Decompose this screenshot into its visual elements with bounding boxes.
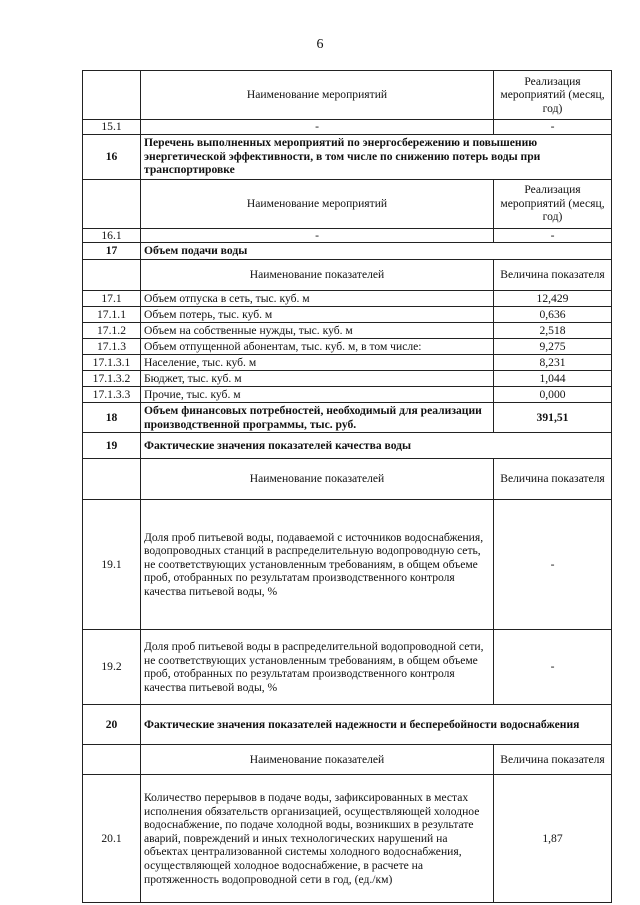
- column-header: Реализация мероприятий (месяц, год): [494, 179, 612, 228]
- indicator-name: Объем потерь, тыс. куб. м: [141, 307, 494, 323]
- table-row: [83, 291, 612, 307]
- row-number: 17.1.1: [83, 307, 141, 323]
- indicator-value: 0,000: [494, 387, 612, 403]
- indicator-name: Бюджет, тыс. куб. м: [141, 371, 494, 387]
- row-number: 17.1.3: [83, 339, 141, 355]
- column-header: Наименование мероприятий: [141, 179, 494, 228]
- table-row: [83, 134, 612, 179]
- section-title: Объем подачи воды: [141, 243, 612, 260]
- indicator-name: Доля проб питьевой воды, подаваемой с источников водоснабжения, водопроводных станций в распределительную водопроводную сеть, не соответствующих установленным требованиям, в общем объеме проб, отобранных по результатам производственного контроля качества питьевой воды, %: [141, 500, 494, 630]
- column-header: Наименование показателей: [141, 745, 494, 775]
- row-number: 15.1: [83, 120, 141, 135]
- table-row: [83, 228, 612, 243]
- section-title: Объем финансовых потребностей, необходимый для реализации производственной программы, тыс. руб.: [141, 403, 494, 433]
- row-number-cell: [83, 179, 141, 228]
- table-row: [83, 705, 612, 745]
- row-number-cell: [83, 71, 141, 120]
- table-row: [83, 745, 612, 775]
- indicator-name: Объем отпуска в сеть, тыс. куб. м: [141, 291, 494, 307]
- table-row: [83, 307, 612, 323]
- indicator-name: Доля проб питьевой воды в распределительной водопроводной сети, не соответствующих установленным требованиям, в общем объеме проб, отобранных по результатам производственного контроля качества питьевой воды, %: [141, 630, 494, 705]
- section-value: 391,51: [494, 403, 612, 433]
- table-row: [83, 371, 612, 387]
- indicator-value: -: [494, 120, 612, 135]
- table-row: [83, 355, 612, 371]
- indicator-value: 12,429: [494, 291, 612, 307]
- section-number: 17: [83, 243, 141, 260]
- section-number: 16: [83, 134, 141, 179]
- page-number: 6: [316, 37, 324, 52]
- column-header: Наименование показателей: [141, 459, 494, 500]
- table-row: [83, 339, 612, 355]
- row-number: 17.1: [83, 291, 141, 307]
- row-number: 19.2: [83, 630, 141, 705]
- table-row: [83, 179, 612, 228]
- indicator-name: Количество перерывов в подаче воды, зафиксированных в местах исполнения обязательств организацией, осуществляющей холодное водоснабжение, по подаче холодной воды, возникших в результате аварий, повреждений и иных технологических нарушений на объектах централизованной системы холодного водоснабжения, осуществляющей холодное водоснабжение, в расчете на протяженность водопроводной сети в год, (ед./км): [141, 775, 494, 903]
- row-number: 16.1: [83, 228, 141, 243]
- section-number: 20: [83, 705, 141, 745]
- row-number: 20.1: [83, 775, 141, 903]
- table-row: [83, 433, 612, 459]
- section-number: 19: [83, 433, 141, 459]
- row-number: 19.1: [83, 500, 141, 630]
- indicator-value: 1,87: [494, 775, 612, 903]
- table-row: [83, 630, 612, 705]
- table-row: [83, 71, 612, 120]
- table-row: [83, 500, 612, 630]
- row-number-cell: [83, 260, 141, 291]
- column-header: Наименование показателей: [141, 260, 494, 291]
- section-title: Фактические значения показателей надежности и бесперебойности водоснабжения: [141, 705, 612, 745]
- indicator-value: 2,518: [494, 323, 612, 339]
- indicator-name: -: [141, 228, 494, 243]
- table-row: [83, 775, 612, 903]
- section-number: 18: [83, 403, 141, 433]
- indicator-name: Прочие, тыс. куб. м: [141, 387, 494, 403]
- column-header: Величина показателя: [494, 459, 612, 500]
- row-number-cell: [83, 745, 141, 775]
- section-title: Перечень выполненных мероприятий по энергосбережению и повышению энергетической эффективности, в том числе по снижению потерь воды при транспортировке: [141, 134, 612, 179]
- table-body: [83, 71, 612, 903]
- row-number: 17.1.3.1: [83, 355, 141, 371]
- table-row: [83, 459, 612, 500]
- indicator-value: 1,044: [494, 371, 612, 387]
- table-row: [83, 243, 612, 260]
- column-header: Величина показателя: [494, 745, 612, 775]
- indicator-name: Объем на собственные нужды, тыс. куб. м: [141, 323, 494, 339]
- program-table: [82, 70, 612, 903]
- row-number: 17.1.2: [83, 323, 141, 339]
- indicator-value: 8,231: [494, 355, 612, 371]
- table-row: [83, 323, 612, 339]
- table-row: [83, 403, 612, 433]
- indicator-value: 0,636: [494, 307, 612, 323]
- table-row: [83, 120, 612, 135]
- column-header: Величина показателя: [494, 260, 612, 291]
- indicator-value: -: [494, 500, 612, 630]
- column-header: Реализация мероприятий (месяц, год): [494, 71, 612, 120]
- row-number: 17.1.3.3: [83, 387, 141, 403]
- table-row: [83, 260, 612, 291]
- indicator-value: 9,275: [494, 339, 612, 355]
- row-number: 17.1.3.2: [83, 371, 141, 387]
- section-title: Фактические значения показателей качества воды: [141, 433, 612, 459]
- indicator-name: Объем отпущенной абонентам, тыс. куб. м, в том числе:: [141, 339, 494, 355]
- column-header: Наименование мероприятий: [141, 71, 494, 120]
- indicator-value: -: [494, 630, 612, 705]
- indicator-name: Население, тыс. куб. м: [141, 355, 494, 371]
- row-number-cell: [83, 459, 141, 500]
- indicator-value: -: [494, 228, 612, 243]
- table-row: [83, 387, 612, 403]
- indicator-name: -: [141, 120, 494, 135]
